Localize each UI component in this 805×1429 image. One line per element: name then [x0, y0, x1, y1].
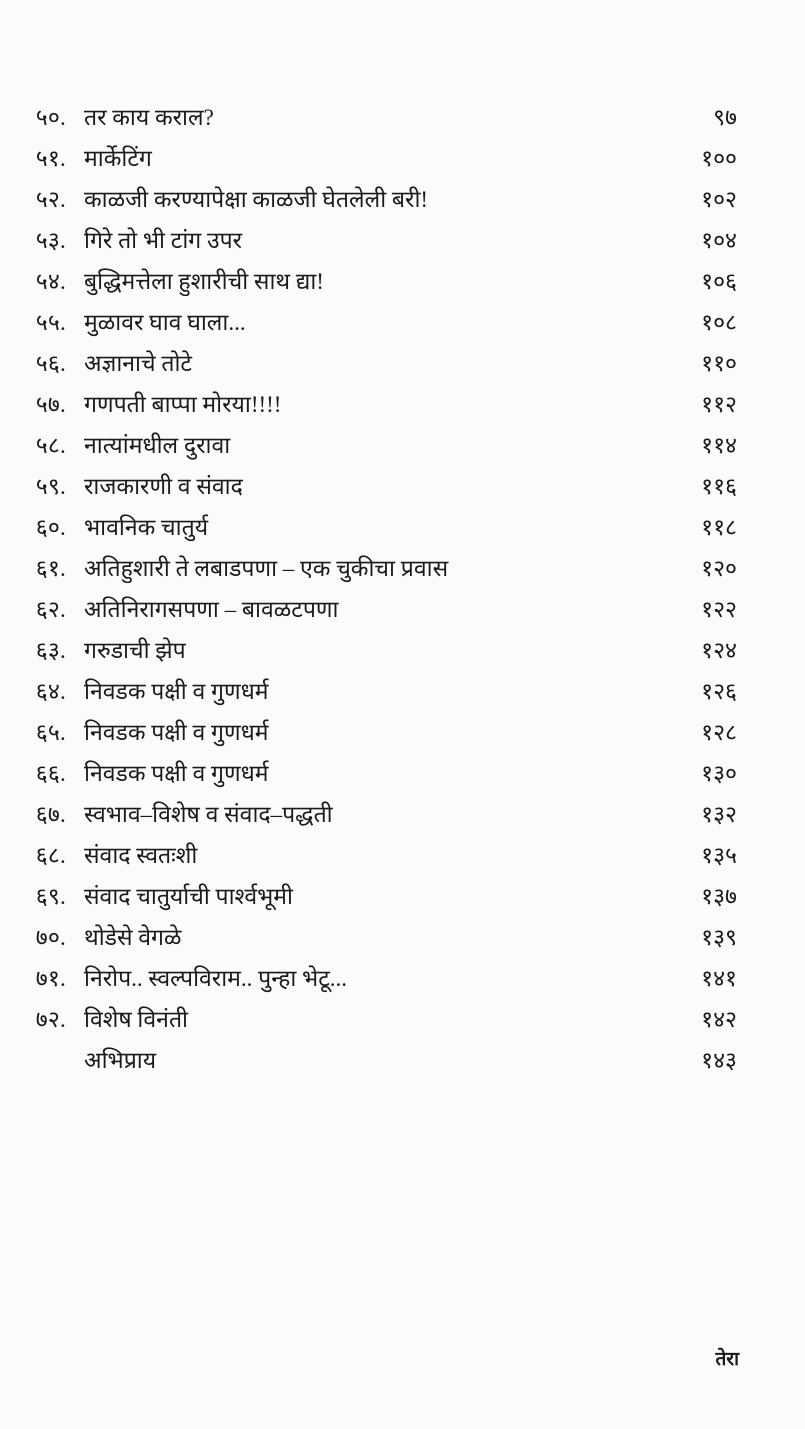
toc-entry-title: अज्ञानाचे तोटे: [84, 351, 193, 376]
toc-entry-number: ५६.: [35, 351, 66, 376]
toc-entry-page-number: ११६: [701, 474, 737, 499]
toc-entry-page-number: १२८: [701, 720, 737, 745]
toc-entry-title: अतिहुशारी ते लबाडपणा – एक चुकीचा प्रवास: [84, 556, 449, 581]
toc-entry-number: ७१.: [35, 966, 66, 991]
toc-entry-number: ५०.: [35, 105, 66, 130]
toc-entry-number: ५१.: [35, 146, 66, 171]
toc-entry-page-number: ११८: [701, 515, 737, 540]
toc-entry-number: ५८.: [35, 433, 66, 458]
toc-entry-page-number: १३७: [701, 884, 737, 909]
toc-entry[interactable]: [0, 674, 805, 715]
toc-entry[interactable]: [0, 797, 805, 838]
toc-entry-number: ६६.: [35, 761, 66, 786]
toc-entry-number: ६२.: [35, 597, 66, 622]
toc-entry-title: राजकारणी व संवाद: [84, 474, 243, 499]
toc-entry-title: मार्केटिंग: [84, 146, 152, 171]
toc-entry-number: ५२.: [35, 187, 66, 212]
toc-entry-number: ५५.: [35, 310, 66, 335]
toc-entry-page-number: ९७: [713, 105, 737, 130]
toc-entry-number: ६७.: [35, 802, 66, 827]
toc-entry-number: ७२.: [35, 1007, 66, 1032]
toc-entry[interactable]: [0, 510, 805, 551]
toc-entry-title: थोडेसे वेगळे: [84, 925, 182, 950]
toc-entry-page-number: १४३: [701, 1048, 737, 1073]
toc-entry-title: निवडक पक्षी व गुणधर्म: [84, 720, 269, 745]
toc-entry-page-number: १३२: [701, 802, 737, 827]
table-of-contents-list: [0, 100, 805, 1084]
toc-entry-page-number: १०२: [701, 187, 737, 212]
toc-entry-number: ६८.: [35, 843, 66, 868]
toc-entry-number: ५४.: [35, 269, 66, 294]
toc-entry[interactable]: [0, 182, 805, 223]
toc-entry-page-number: ११०: [701, 351, 737, 376]
toc-entry[interactable]: [0, 469, 805, 510]
toc-entry-page-number: १३५: [701, 843, 737, 868]
toc-entry-title: भावनिक चातुर्य: [84, 515, 209, 540]
toc-entry-number: ६१.: [35, 556, 66, 581]
toc-entry-number: ६५.: [35, 720, 66, 745]
toc-entry-number: ५३.: [35, 228, 66, 253]
toc-entry-title: संवाद स्वतःशी: [84, 843, 198, 868]
toc-entry[interactable]: [0, 264, 805, 305]
toc-entry-page-number: १२६: [701, 679, 737, 704]
toc-entry[interactable]: [0, 141, 805, 182]
toc-entry-title: गणपती बाप्पा मोरया!!!!: [84, 392, 282, 417]
toc-entry-page-number: १०८: [701, 310, 737, 335]
toc-entry-page-number: ११२: [701, 392, 737, 417]
toc-entry-title: काळजी करण्यापेक्षा काळजी घेतलेली बरी!: [84, 187, 429, 212]
toc-entry[interactable]: [0, 428, 805, 469]
toc-entry-title: अतिनिरागसपणा – बावळटपणा: [84, 597, 339, 622]
toc-entry-page-number: १४२: [701, 1007, 737, 1032]
toc-entry[interactable]: [0, 100, 805, 141]
toc-entry-page-number: १०६: [701, 269, 737, 294]
toc-entry-page-number: १३०: [701, 761, 737, 786]
toc-entry-page-number: १२४: [701, 638, 737, 663]
toc-entry[interactable]: [0, 879, 805, 920]
toc-entry-page-number: ११४: [701, 433, 737, 458]
toc-entry-title: संवाद चातुर्याची पार्श्वभूमी: [84, 884, 294, 909]
toc-entry[interactable]: [0, 920, 805, 961]
toc-entry[interactable]: [0, 346, 805, 387]
toc-entry-title: गिरे तो भी टांग उपर: [84, 228, 243, 253]
toc-entry-page-number: १०४: [701, 228, 737, 253]
toc-entry[interactable]: [0, 1043, 805, 1084]
toc-entry-title: विशेष विनंती: [84, 1007, 189, 1032]
toc-entry-page-number: १४१: [701, 966, 737, 991]
toc-entry[interactable]: [0, 592, 805, 633]
toc-entry-title: बुद्धिमत्तेला हुशारीची साथ द्या!: [84, 269, 324, 294]
toc-entry-number: ६३.: [35, 638, 66, 663]
toc-entry-number: ७०.: [35, 925, 66, 950]
toc-entry[interactable]: [0, 961, 805, 1002]
toc-entry-title: नात्यांमधील दुरावा: [84, 433, 231, 458]
toc-entry-number: ६९.: [35, 884, 66, 909]
toc-entry-page-number: १२२: [701, 597, 737, 622]
toc-entry-title: स्वभाव–विशेष व संवाद–पद्धती: [84, 802, 333, 827]
toc-entry[interactable]: [0, 223, 805, 264]
toc-entry-title: अभिप्राय: [84, 1048, 157, 1073]
toc-entry-page-number: १००: [701, 146, 737, 171]
toc-entry-number: ५९.: [35, 474, 66, 499]
toc-entry-number: ६४.: [35, 679, 66, 704]
toc-entry[interactable]: [0, 305, 805, 346]
toc-entry[interactable]: [0, 1002, 805, 1043]
toc-entry[interactable]: [0, 387, 805, 428]
toc-entry-number: ६०.: [35, 515, 66, 540]
toc-entry-title: तर काय कराल?: [84, 105, 214, 130]
toc-entry-number: ५७.: [35, 392, 66, 417]
toc-entry-page-number: १३९: [701, 925, 737, 950]
toc-entry-title: निवडक पक्षी व गुणधर्म: [84, 679, 269, 704]
page-footer-label: तेरा: [715, 1349, 739, 1370]
toc-entry[interactable]: [0, 838, 805, 879]
toc-entry[interactable]: [0, 715, 805, 756]
toc-entry-title: मुळावर घाव घाला...: [84, 310, 246, 335]
toc-entry[interactable]: [0, 551, 805, 592]
toc-entry[interactable]: [0, 633, 805, 674]
toc-entry[interactable]: [0, 756, 805, 797]
toc-entry-title: निरोप.. स्वल्पविराम.. पुन्हा भेटू...: [84, 966, 348, 991]
toc-entry-title: निवडक पक्षी व गुणधर्म: [84, 761, 269, 786]
toc-entry-title: गरुडाची झेप: [84, 638, 186, 663]
toc-entry-page-number: १२०: [701, 556, 737, 581]
